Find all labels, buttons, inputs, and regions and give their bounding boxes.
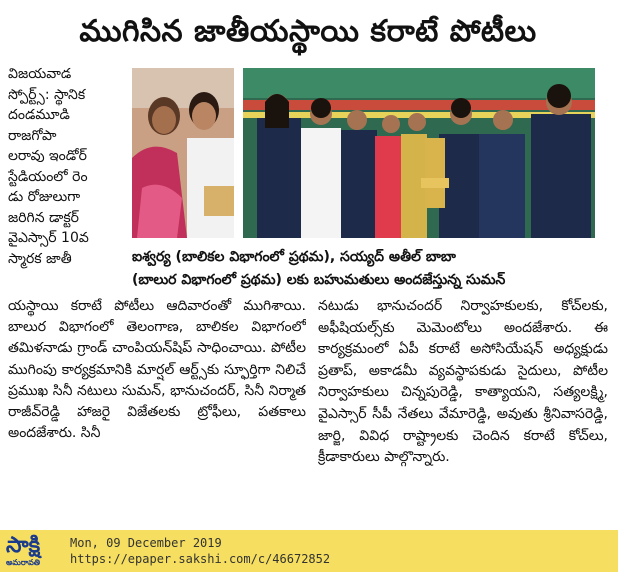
epaper-footer (0, 530, 618, 572)
article-body-right: నటుడు భానుచందర్ నిర్వాహకులకు, కోచ్‌లకు, అఫీషియల్స్‌కు మెమెంటోలు అందజేశారు. ఈ కార్యక్రమంలో ఏపీ కరాటే అసోసియేషన్ అధ్యక్షుడు ప్రతాప్, అకాడమీ వ్యవస్థాపకుడు సైదులు, పోటీల నిర్వాహకులు చిన్నపురెడ్డి, కాత్యాయని, సత్యలక్ష్మి, వైఎస్సార్ సీపీ నేతలు వేమారెడ్డి, అవుతు శ్రీనివాసరెడ్డి, జార్జి, వివిధ రాష్ట్రాలకు చెందిన కరాటే కోచ్‌లు, క్రీడాకారులు పాల్గొన్నారు. (318, 298, 608, 466)
intro-line: స్మారక జాతీ (8, 250, 72, 267)
caption-line: (బాలుర విభాగంలో ప్రథమ) లకు బహుమతులు అందజేస్తున్న సుమన్ (132, 272, 506, 288)
caption-line: ఐశ్వర్య (బాలికల విభాగంలో ప్రథమ), సయ్యద్ అతీల్ బాబా (132, 249, 456, 265)
photo-winner-portrait (132, 68, 234, 238)
intro-line: స్టేడియంలో రెం (8, 168, 88, 185)
epaper-url[interactable]: https://epaper.sakshi.com/c/46672852 (70, 552, 331, 566)
photo-prize-ceremony (243, 68, 595, 238)
intro-line: లరావు ఇండోర్ (8, 148, 87, 164)
intro-line: డు రోజులుగా (8, 189, 81, 205)
headline: ముగిసిన జాతీయస్థాయి కరాటే పోటీలు (79, 14, 537, 49)
article-body-left: యస్థాయి కరాటే పోటీలు ఆదివారంతో ముగిశాయి. బాలుర విభాగంలో తెలంగాణ, బాలికల విభాగంలో తమిళనాడు గ్రాండ్ చాంపియన్‌షిప్ సాధించాయి. పోటీల ముగింపు కార్యక్రమానికి మార్షల్ ఆర్ట్స్‌కు స్ఫూర్తిగా నిలిచే ప్రముఖ సినీ నటులు సుమన్, భానుచందర్, సినీ నిర్మాత రాజీవ్‌రెడ్డి హాజరై విజేతలకు ట్రోఫీలు, పతకాలు అందజేశారు. సినీ (8, 298, 306, 442)
logo-edition: అమరావతి (6, 558, 41, 567)
photo-caption (132, 246, 600, 296)
photo-ceremony-graphic (243, 68, 595, 238)
footer-info (70, 535, 610, 567)
intro-line: స్పోర్ట్స్: స్థానిక (8, 86, 86, 103)
photo-portrait-graphic (132, 68, 234, 238)
intro-line: దండమూడి (8, 107, 70, 123)
publication-date: Mon, 09 December 2019 (70, 536, 222, 550)
sakshi-logo (6, 534, 64, 568)
intro-line: వైఎస్సార్ 10వ (8, 230, 89, 246)
logo-text: సాక్షి (6, 533, 41, 558)
intro-line: జరిగిన డాక్టర్ (8, 209, 79, 226)
intro-column (8, 64, 128, 296)
intro-line: విజయవాడ (8, 66, 72, 82)
intro-line: రాజగోపా (8, 127, 57, 144)
